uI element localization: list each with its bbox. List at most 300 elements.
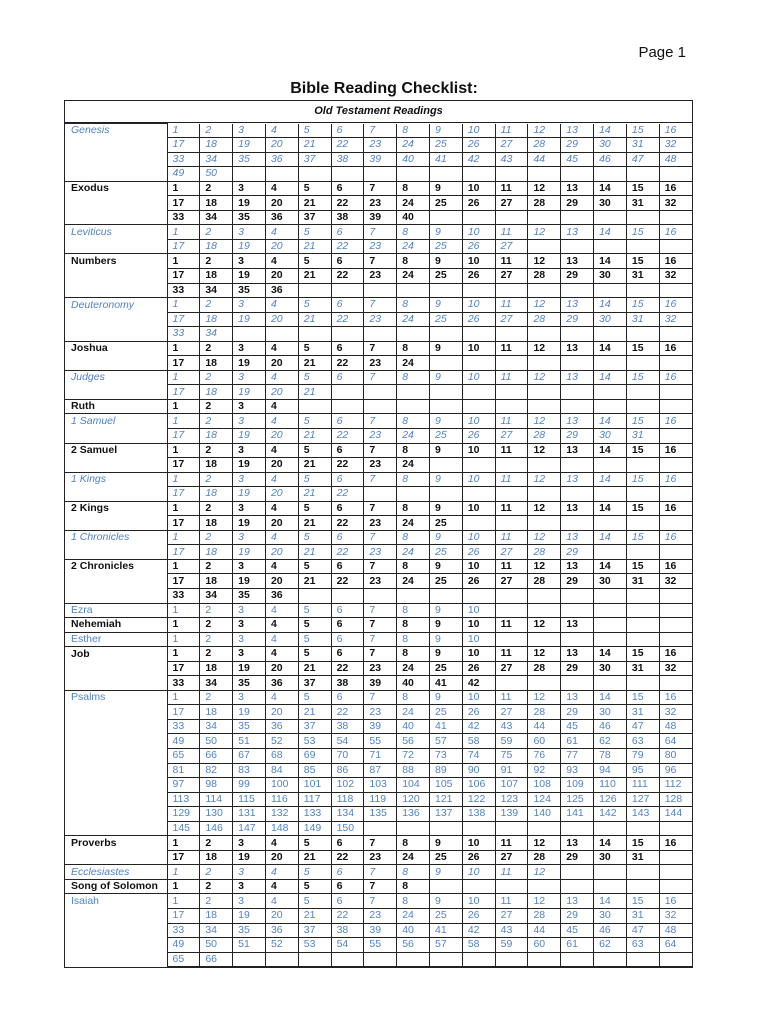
chapter-cell[interactable]: 25 (430, 661, 463, 676)
chapter-cell[interactable]: 9 (430, 632, 463, 647)
chapter-cell[interactable]: 21 (298, 458, 331, 473)
chapter-cell[interactable]: 126 (594, 792, 627, 807)
chapter-cell[interactable]: 18 (200, 196, 233, 211)
chapter-cell[interactable]: 26 (462, 196, 495, 211)
chapter-cell[interactable]: 147 (233, 821, 266, 836)
chapter-cell[interactable]: 7 (364, 181, 397, 196)
chapter-cell[interactable]: 102 (331, 778, 364, 793)
chapter-cell[interactable]: 10 (462, 894, 495, 909)
chapter-cell[interactable]: 27 (495, 268, 528, 283)
chapter-cell[interactable]: 1 (167, 894, 200, 909)
chapter-cell[interactable]: 31 (626, 850, 659, 865)
chapter-cell[interactable]: 104 (397, 778, 430, 793)
chapter-cell[interactable]: 9 (430, 559, 463, 574)
chapter-cell[interactable]: 44 (528, 152, 561, 167)
chapter-cell[interactable]: 86 (331, 763, 364, 778)
chapter-cell[interactable]: 118 (331, 792, 364, 807)
chapter-cell[interactable]: 11 (495, 501, 528, 516)
chapter-cell[interactable]: 5 (298, 341, 331, 356)
chapter-cell[interactable]: 116 (265, 792, 298, 807)
chapter-cell[interactable]: 4 (265, 472, 298, 487)
chapter-cell[interactable]: 71 (364, 749, 397, 764)
chapter-cell[interactable]: 10 (462, 181, 495, 196)
chapter-cell[interactable]: 3 (233, 865, 266, 880)
chapter-cell[interactable]: 32 (659, 909, 692, 924)
chapter-cell[interactable]: 12 (528, 181, 561, 196)
chapter-cell[interactable]: 16 (659, 370, 692, 385)
chapter-cell[interactable]: 21 (298, 705, 331, 720)
chapter-cell[interactable]: 3 (233, 879, 266, 894)
chapter-cell[interactable]: 2 (200, 254, 233, 269)
chapter-cell[interactable]: 4 (265, 690, 298, 705)
chapter-cell[interactable]: 15 (626, 298, 659, 313)
chapter-cell[interactable]: 1 (167, 632, 200, 647)
chapter-cell[interactable]: 4 (265, 181, 298, 196)
chapter-cell[interactable]: 6 (331, 225, 364, 240)
chapter-cell[interactable]: 6 (331, 370, 364, 385)
chapter-cell[interactable]: 36 (265, 152, 298, 167)
chapter-cell[interactable]: 24 (397, 909, 430, 924)
chapter-cell[interactable]: 38 (331, 152, 364, 167)
chapter-cell[interactable]: 20 (265, 239, 298, 254)
chapter-cell[interactable]: 13 (561, 501, 594, 516)
chapter-cell[interactable]: 87 (364, 763, 397, 778)
chapter-cell[interactable]: 24 (397, 138, 430, 153)
chapter-cell[interactable]: 24 (397, 458, 430, 473)
chapter-cell[interactable]: 4 (265, 618, 298, 633)
chapter-cell[interactable]: 24 (397, 239, 430, 254)
chapter-cell[interactable]: 3 (233, 501, 266, 516)
chapter-cell[interactable]: 139 (495, 807, 528, 822)
chapter-cell[interactable]: 14 (594, 124, 627, 138)
chapter-cell[interactable]: 4 (265, 124, 298, 138)
chapter-cell[interactable]: 18 (200, 574, 233, 589)
chapter-cell[interactable]: 32 (659, 138, 692, 153)
chapter-cell[interactable]: 6 (331, 472, 364, 487)
chapter-cell[interactable]: 32 (659, 574, 692, 589)
chapter-cell[interactable]: 22 (331, 138, 364, 153)
chapter-cell[interactable]: 23 (364, 516, 397, 531)
chapter-cell[interactable]: 37 (298, 676, 331, 691)
chapter-cell[interactable]: 2 (200, 399, 233, 414)
chapter-cell[interactable]: 100 (265, 778, 298, 793)
chapter-cell[interactable]: 4 (265, 836, 298, 851)
chapter-cell[interactable]: 49 (167, 734, 200, 749)
chapter-cell[interactable]: 13 (561, 225, 594, 240)
chapter-cell[interactable]: 32 (659, 312, 692, 327)
chapter-cell[interactable]: 10 (462, 472, 495, 487)
chapter-cell[interactable]: 41 (430, 923, 463, 938)
chapter-cell[interactable]: 15 (626, 181, 659, 196)
chapter-cell[interactable]: 9 (430, 298, 463, 313)
chapter-cell[interactable]: 6 (331, 865, 364, 880)
chapter-cell[interactable]: 49 (167, 938, 200, 953)
chapter-cell[interactable]: 6 (331, 836, 364, 851)
chapter-cell[interactable]: 4 (265, 254, 298, 269)
chapter-cell[interactable]: 20 (265, 312, 298, 327)
chapter-cell[interactable]: 107 (495, 778, 528, 793)
chapter-cell[interactable]: 5 (298, 879, 331, 894)
chapter-cell[interactable]: 11 (495, 836, 528, 851)
chapter-cell[interactable]: 110 (594, 778, 627, 793)
chapter-cell[interactable]: 19 (233, 385, 266, 400)
chapter-cell[interactable]: 23 (364, 138, 397, 153)
chapter-cell[interactable]: 79 (626, 749, 659, 764)
chapter-cell[interactable]: 33 (167, 719, 200, 734)
chapter-cell[interactable]: 146 (200, 821, 233, 836)
chapter-cell[interactable]: 90 (462, 763, 495, 778)
chapter-cell[interactable]: 34 (200, 210, 233, 225)
chapter-cell[interactable]: 7 (364, 836, 397, 851)
chapter-cell[interactable]: 35 (233, 283, 266, 298)
chapter-cell[interactable]: 7 (364, 559, 397, 574)
chapter-cell[interactable]: 65 (167, 749, 200, 764)
chapter-cell[interactable]: 52 (265, 734, 298, 749)
chapter-cell[interactable]: 11 (495, 894, 528, 909)
chapter-cell[interactable]: 25 (430, 705, 463, 720)
chapter-cell[interactable]: 2 (200, 443, 233, 458)
chapter-cell[interactable]: 91 (495, 763, 528, 778)
chapter-cell[interactable]: 6 (331, 690, 364, 705)
chapter-cell[interactable]: 32 (659, 661, 692, 676)
chapter-cell[interactable]: 9 (430, 443, 463, 458)
chapter-cell[interactable]: 6 (331, 341, 364, 356)
chapter-cell[interactable]: 20 (265, 138, 298, 153)
chapter-cell[interactable]: 7 (364, 530, 397, 545)
chapter-cell[interactable]: 34 (200, 283, 233, 298)
chapter-cell[interactable]: 16 (659, 836, 692, 851)
chapter-cell[interactable]: 26 (462, 850, 495, 865)
chapter-cell[interactable]: 2 (200, 501, 233, 516)
chapter-cell[interactable]: 30 (594, 268, 627, 283)
chapter-cell[interactable]: 4 (265, 298, 298, 313)
chapter-cell[interactable]: 17 (167, 196, 200, 211)
chapter-cell[interactable]: 61 (561, 938, 594, 953)
chapter-cell[interactable]: 5 (298, 124, 331, 138)
chapter-cell[interactable]: 29 (561, 312, 594, 327)
chapter-cell[interactable]: 40 (397, 719, 430, 734)
chapter-cell[interactable]: 8 (397, 894, 430, 909)
chapter-cell[interactable]: 134 (331, 807, 364, 822)
chapter-cell[interactable]: 9 (430, 530, 463, 545)
chapter-cell[interactable]: 28 (528, 705, 561, 720)
chapter-cell[interactable]: 37 (298, 719, 331, 734)
chapter-cell[interactable]: 4 (265, 501, 298, 516)
chapter-cell[interactable]: 20 (265, 516, 298, 531)
chapter-cell[interactable]: 16 (659, 254, 692, 269)
chapter-cell[interactable]: 36 (265, 210, 298, 225)
chapter-cell[interactable]: 22 (331, 312, 364, 327)
chapter-cell[interactable]: 27 (495, 909, 528, 924)
chapter-cell[interactable]: 2 (200, 472, 233, 487)
chapter-cell[interactable]: 2 (200, 181, 233, 196)
chapter-cell[interactable]: 28 (528, 428, 561, 443)
chapter-cell[interactable]: 13 (561, 370, 594, 385)
chapter-cell[interactable]: 2 (200, 225, 233, 240)
chapter-cell[interactable]: 10 (462, 618, 495, 633)
chapter-cell[interactable]: 58 (462, 938, 495, 953)
chapter-cell[interactable]: 128 (659, 792, 692, 807)
chapter-cell[interactable]: 18 (200, 312, 233, 327)
chapter-cell[interactable]: 3 (233, 370, 266, 385)
chapter-cell[interactable]: 30 (594, 574, 627, 589)
chapter-cell[interactable]: 26 (462, 239, 495, 254)
chapter-cell[interactable]: 2 (200, 690, 233, 705)
chapter-cell[interactable]: 45 (561, 152, 594, 167)
chapter-cell[interactable]: 6 (331, 501, 364, 516)
chapter-cell[interactable]: 94 (594, 763, 627, 778)
chapter-cell[interactable]: 24 (397, 268, 430, 283)
chapter-cell[interactable]: 27 (495, 196, 528, 211)
chapter-cell[interactable]: 20 (265, 545, 298, 560)
chapter-cell[interactable]: 18 (200, 356, 233, 371)
chapter-cell[interactable]: 7 (364, 225, 397, 240)
chapter-cell[interactable]: 1 (167, 472, 200, 487)
chapter-cell[interactable]: 149 (298, 821, 331, 836)
chapter-cell[interactable]: 136 (397, 807, 430, 822)
chapter-cell[interactable]: 6 (331, 414, 364, 429)
chapter-cell[interactable]: 17 (167, 545, 200, 560)
chapter-cell[interactable]: 138 (462, 807, 495, 822)
chapter-cell[interactable]: 12 (528, 472, 561, 487)
chapter-cell[interactable]: 66 (200, 952, 233, 967)
chapter-cell[interactable]: 19 (233, 574, 266, 589)
chapter-cell[interactable]: 46 (594, 152, 627, 167)
chapter-cell[interactable]: 15 (626, 836, 659, 851)
chapter-cell[interactable]: 9 (430, 501, 463, 516)
chapter-cell[interactable]: 27 (495, 705, 528, 720)
chapter-cell[interactable]: 45 (561, 719, 594, 734)
chapter-cell[interactable]: 31 (626, 909, 659, 924)
chapter-cell[interactable]: 77 (561, 749, 594, 764)
chapter-cell[interactable]: 11 (495, 865, 528, 880)
chapter-cell[interactable]: 17 (167, 356, 200, 371)
chapter-cell[interactable]: 12 (528, 341, 561, 356)
chapter-cell[interactable]: 129 (167, 807, 200, 822)
chapter-cell[interactable]: 8 (397, 370, 430, 385)
chapter-cell[interactable]: 9 (430, 225, 463, 240)
chapter-cell[interactable]: 39 (364, 923, 397, 938)
chapter-cell[interactable]: 14 (594, 254, 627, 269)
chapter-cell[interactable]: 46 (594, 923, 627, 938)
chapter-cell[interactable]: 12 (528, 298, 561, 313)
chapter-cell[interactable]: 46 (594, 719, 627, 734)
chapter-cell[interactable]: 40 (397, 676, 430, 691)
chapter-cell[interactable]: 18 (200, 428, 233, 443)
chapter-cell[interactable]: 14 (594, 530, 627, 545)
chapter-cell[interactable]: 37 (298, 923, 331, 938)
chapter-cell[interactable]: 9 (430, 647, 463, 662)
chapter-cell[interactable]: 56 (397, 734, 430, 749)
chapter-cell[interactable]: 8 (397, 530, 430, 545)
chapter-cell[interactable]: 8 (397, 501, 430, 516)
chapter-cell[interactable]: 63 (626, 938, 659, 953)
chapter-cell[interactable]: 9 (430, 865, 463, 880)
chapter-cell[interactable]: 12 (528, 559, 561, 574)
chapter-cell[interactable]: 5 (298, 472, 331, 487)
chapter-cell[interactable]: 19 (233, 196, 266, 211)
chapter-cell[interactable]: 51 (233, 734, 266, 749)
chapter-cell[interactable]: 135 (364, 807, 397, 822)
chapter-cell[interactable]: 3 (233, 632, 266, 647)
chapter-cell[interactable]: 6 (331, 879, 364, 894)
chapter-cell[interactable]: 97 (167, 778, 200, 793)
chapter-cell[interactable]: 42 (462, 719, 495, 734)
chapter-cell[interactable]: 75 (495, 749, 528, 764)
chapter-cell[interactable]: 18 (200, 909, 233, 924)
chapter-cell[interactable]: 15 (626, 530, 659, 545)
chapter-cell[interactable]: 59 (495, 734, 528, 749)
chapter-cell[interactable]: 17 (167, 850, 200, 865)
chapter-cell[interactable]: 5 (298, 298, 331, 313)
chapter-cell[interactable]: 12 (528, 618, 561, 633)
chapter-cell[interactable]: 12 (528, 370, 561, 385)
chapter-cell[interactable]: 22 (331, 239, 364, 254)
chapter-cell[interactable]: 22 (331, 909, 364, 924)
chapter-cell[interactable]: 10 (462, 341, 495, 356)
chapter-cell[interactable]: 8 (397, 559, 430, 574)
chapter-cell[interactable]: 14 (594, 894, 627, 909)
chapter-cell[interactable]: 31 (626, 574, 659, 589)
chapter-cell[interactable]: 15 (626, 225, 659, 240)
chapter-cell[interactable]: 51 (233, 938, 266, 953)
chapter-cell[interactable]: 22 (331, 196, 364, 211)
chapter-cell[interactable]: 4 (265, 530, 298, 545)
chapter-cell[interactable]: 24 (397, 661, 430, 676)
chapter-cell[interactable]: 111 (626, 778, 659, 793)
chapter-cell[interactable]: 27 (495, 850, 528, 865)
chapter-cell[interactable]: 3 (233, 530, 266, 545)
chapter-cell[interactable]: 9 (430, 894, 463, 909)
chapter-cell[interactable]: 11 (495, 370, 528, 385)
chapter-cell[interactable]: 26 (462, 661, 495, 676)
chapter-cell[interactable]: 13 (561, 530, 594, 545)
chapter-cell[interactable]: 21 (298, 850, 331, 865)
chapter-cell[interactable]: 18 (200, 516, 233, 531)
chapter-cell[interactable]: 21 (298, 487, 331, 502)
chapter-cell[interactable]: 117 (298, 792, 331, 807)
chapter-cell[interactable]: 98 (200, 778, 233, 793)
chapter-cell[interactable]: 5 (298, 530, 331, 545)
chapter-cell[interactable]: 12 (528, 865, 561, 880)
chapter-cell[interactable]: 26 (462, 268, 495, 283)
chapter-cell[interactable]: 10 (462, 647, 495, 662)
chapter-cell[interactable]: 13 (561, 894, 594, 909)
chapter-cell[interactable]: 8 (397, 603, 430, 618)
chapter-cell[interactable]: 12 (528, 501, 561, 516)
chapter-cell[interactable]: 27 (495, 545, 528, 560)
chapter-cell[interactable]: 7 (364, 254, 397, 269)
chapter-cell[interactable]: 4 (265, 865, 298, 880)
chapter-cell[interactable]: 36 (265, 676, 298, 691)
chapter-cell[interactable]: 18 (200, 268, 233, 283)
chapter-cell[interactable]: 7 (364, 865, 397, 880)
chapter-cell[interactable]: 35 (233, 152, 266, 167)
chapter-cell[interactable]: 81 (167, 763, 200, 778)
chapter-cell[interactable]: 39 (364, 210, 397, 225)
chapter-cell[interactable]: 10 (462, 370, 495, 385)
chapter-cell[interactable]: 33 (167, 589, 200, 604)
chapter-cell[interactable]: 17 (167, 458, 200, 473)
chapter-cell[interactable]: 3 (233, 647, 266, 662)
chapter-cell[interactable]: 6 (331, 618, 364, 633)
chapter-cell[interactable]: 16 (659, 472, 692, 487)
chapter-cell[interactable]: 18 (200, 138, 233, 153)
chapter-cell[interactable]: 43 (495, 719, 528, 734)
chapter-cell[interactable]: 5 (298, 559, 331, 574)
chapter-cell[interactable]: 3 (233, 618, 266, 633)
chapter-cell[interactable]: 11 (495, 472, 528, 487)
chapter-cell[interactable]: 29 (561, 850, 594, 865)
chapter-cell[interactable]: 34 (200, 923, 233, 938)
chapter-cell[interactable]: 2 (200, 341, 233, 356)
chapter-cell[interactable]: 13 (561, 618, 594, 633)
chapter-cell[interactable]: 18 (200, 385, 233, 400)
chapter-cell[interactable]: 8 (397, 618, 430, 633)
chapter-cell[interactable]: 133 (298, 807, 331, 822)
chapter-cell[interactable]: 3 (233, 836, 266, 851)
chapter-cell[interactable]: 2 (200, 530, 233, 545)
chapter-cell[interactable]: 37 (298, 210, 331, 225)
chapter-cell[interactable]: 3 (233, 690, 266, 705)
chapter-cell[interactable]: 3 (233, 603, 266, 618)
chapter-cell[interactable]: 30 (594, 196, 627, 211)
chapter-cell[interactable]: 14 (594, 341, 627, 356)
chapter-cell[interactable]: 35 (233, 589, 266, 604)
chapter-cell[interactable]: 41 (430, 719, 463, 734)
chapter-cell[interactable]: 125 (561, 792, 594, 807)
chapter-cell[interactable]: 24 (397, 428, 430, 443)
chapter-cell[interactable]: 33 (167, 327, 200, 342)
chapter-cell[interactable]: 19 (233, 312, 266, 327)
chapter-cell[interactable]: 22 (331, 428, 364, 443)
chapter-cell[interactable]: 14 (594, 370, 627, 385)
chapter-cell[interactable]: 20 (265, 909, 298, 924)
chapter-cell[interactable]: 18 (200, 661, 233, 676)
chapter-cell[interactable]: 28 (528, 574, 561, 589)
chapter-cell[interactable]: 1 (167, 254, 200, 269)
chapter-cell[interactable]: 27 (495, 239, 528, 254)
chapter-cell[interactable]: 27 (495, 574, 528, 589)
chapter-cell[interactable]: 17 (167, 268, 200, 283)
chapter-cell[interactable]: 2 (200, 414, 233, 429)
chapter-cell[interactable]: 20 (265, 428, 298, 443)
chapter-cell[interactable]: 43 (495, 152, 528, 167)
chapter-cell[interactable]: 16 (659, 341, 692, 356)
chapter-cell[interactable]: 6 (331, 632, 364, 647)
chapter-cell[interactable]: 10 (462, 603, 495, 618)
chapter-cell[interactable]: 1 (167, 443, 200, 458)
chapter-cell[interactable]: 23 (364, 850, 397, 865)
chapter-cell[interactable]: 22 (331, 516, 364, 531)
chapter-cell[interactable]: 2 (200, 370, 233, 385)
chapter-cell[interactable]: 3 (233, 124, 266, 138)
chapter-cell[interactable]: 8 (397, 647, 430, 662)
chapter-cell[interactable]: 5 (298, 181, 331, 196)
chapter-cell[interactable]: 26 (462, 705, 495, 720)
chapter-cell[interactable]: 19 (233, 138, 266, 153)
chapter-cell[interactable]: 80 (659, 749, 692, 764)
chapter-cell[interactable]: 2 (200, 647, 233, 662)
chapter-cell[interactable]: 5 (298, 501, 331, 516)
chapter-cell[interactable]: 62 (594, 938, 627, 953)
chapter-cell[interactable]: 7 (364, 341, 397, 356)
chapter-cell[interactable]: 5 (298, 370, 331, 385)
chapter-cell[interactable]: 1 (167, 341, 200, 356)
chapter-cell[interactable]: 24 (397, 196, 430, 211)
chapter-cell[interactable]: 16 (659, 414, 692, 429)
chapter-cell[interactable]: 55 (364, 734, 397, 749)
